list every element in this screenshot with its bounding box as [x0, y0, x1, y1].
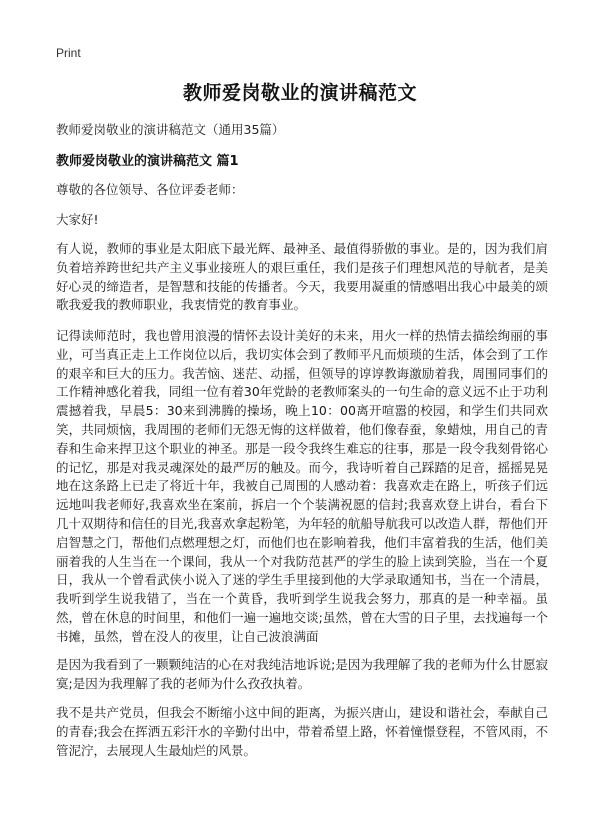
salutation: 尊敬的各位领导、各位评委老师：: [56, 182, 244, 197]
paragraph: 记得读师范时，我也曾用浪漫的情怀去设计美好的未来，用火一样的热情去描绘绚丽的事业，可当真正走上工作岗位以后，我切实体会到了教师平凡而烦琐的生活，体会到了工作的艰辛和巨大的压力。我苦恼、迷茫、动摇，但领导的谆谆教诲激励着我，周围同事们的工作精神感化着我，同组一位有着30年党龄的老教师案头的一句生命的意义远不止于功利震撼着我，早晨5：30来到沸腾的操场，晚上10：00离开喧嚣的校园，和学生们共同欢笑，共同烦恼，我周围的老师们无怨无悔的这样做着，他们像春蚕，象蜡烛，用自己的青春和生命来捍卫这个职业的神圣。那是一段令我终生难忘的往事，那是一段令我刻骨铭心的记忆，那是对我灵魂深处的最严厉的触及。而今，我诗听着自己踩踏的足音，摇摇晃晃地在这条路上已走了将近十年，我被自己周围的人感动着：我喜欢走在路上，听孩子们远远地叫我老师好,我喜欢坐在案前，拆启一个个装满祝愿的信封;我喜欢登上讲台，看台下几十双期待和信任的目光,我喜欢拿起粉笔，为年轻的航船导航我可以改造人群，帮他们开启智慧之门，帮他们点燃理想之灯，而他们也在影响着我，他们丰富着我的生活，他们美丽着我的人生当在一个课间，我从一个对我防范甚严的学生的脸上读到笑脸，当在一个夏日，我从一个曾看武侠小说入了迷的学生手里接到他的大学录取通知书，当在一个清晨，我听到学生说我错了，当在一个黄昏，我听到学生说我会努力，那真的是一种幸福。虽然，曾在休息的时间里，和他们一遍一遍地交谈;虽然，曾在大雪的日子里，去找遍每一个书摊，虽然，曾在没人的夜里，让自己波浪满面: [56, 328, 548, 644]
section-heading: 教师爱岗敬业的演讲稿范文 篇1: [56, 154, 239, 169]
document-subtitle: 教师爱岗敬业的演讲稿范文（通用35篇）: [56, 122, 285, 137]
greeting: 大家好!: [56, 212, 99, 227]
print-label[interactable]: Print: [56, 46, 81, 60]
paragraph: 有人说，教师的事业是太阳底下最光辉、最神圣、最值得骄傲的事业。是的，因为我们肩负着培养跨世纪共产主义事业接班人的艰巨重任，我们是孩子们理想风范的导航者，是美好心灵的缔造者，是智慧和技能的传播者。今天，我要用凝重的情感唱出我心中最美的颂歌我爱我的教师职业，我衷情党的教育事业。: [56, 241, 548, 313]
paragraph: 是因为我看到了一颗颗纯洁的心在对我纯洁地诉说;是因为我理解了我的老师为什么甘愿寂寞;是因为我理解了我的老师为什么孜孜执着。: [56, 657, 548, 691]
document-title: 教师爱岗敬业的演讲稿范文: [182, 82, 417, 104]
paragraph: 我不是共产党员，但我会不断缩小这中间的距离，为振兴唐山，建设和谐社会，奉献自己的青春;我会在挥洒五彩汗水的辛勤付出中，带着希望上路，怀着憧憬登程，不管风雨，不管泥泞，去展现人生最灿烂的风景。: [56, 705, 548, 758]
